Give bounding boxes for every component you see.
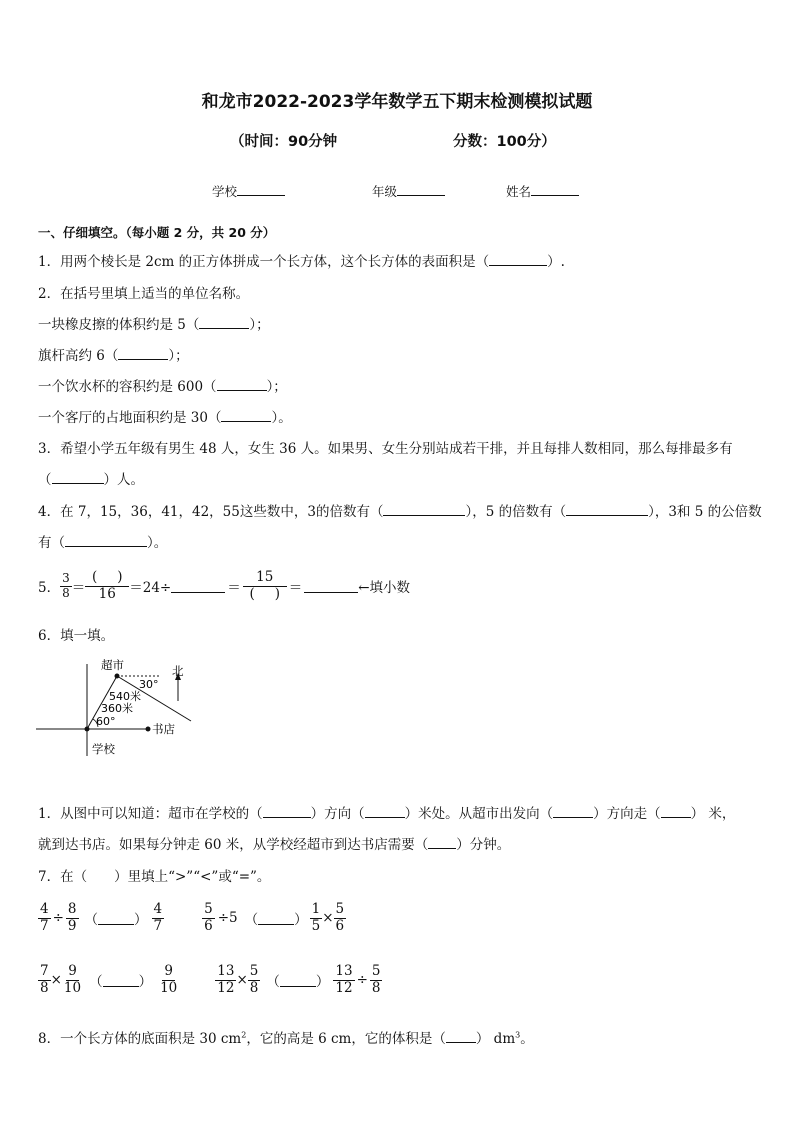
- name-field: 姓名: [506, 182, 579, 200]
- question-2-item: 旗杆高约 6（ ）；: [38, 348, 189, 364]
- distance-540-label: 540米: [109, 690, 141, 703]
- grade-field: 年级: [372, 182, 445, 200]
- angle-60-label: 60°: [96, 715, 116, 728]
- question-3-line2: （ ）人。: [38, 472, 144, 488]
- north-label: 北: [172, 664, 184, 678]
- question-5: 5． $\frac{3}{8}$ ＝ $\frac{( )}{16}$ ＝24÷ ＝ $\frac{15}{( )}$ ＝ ←填小数: [38, 568, 411, 602]
- question-6: 6．填一填。: [38, 628, 115, 644]
- page-title: 和龙市2022-2023学年数学五下期末检测模拟试题: [201, 92, 593, 112]
- question-8: 8．一个长方体的底面积是 30 $cm^2$，它的高是 6 cm，它的体积是（ ） $dm^3$。: [38, 1030, 534, 1047]
- school-field: 学校: [212, 182, 285, 200]
- bookstore-label: 书店: [152, 722, 175, 736]
- question-1: 1．用两个棱长是 2cm 的正方体拼成一个长方体，这个长方体的表面积是（ ）.: [38, 254, 565, 270]
- distance-360-label: 360米: [101, 702, 133, 715]
- question-7-row-2: $\frac{7}{8}$ × $\frac{9}{10}$ （ ） $\frac{9}{10}$ $\frac{13}{12}$ × $\frac{5}{8}$ （ ） $\frac{13}{12}$ ÷ $\frac{5}{8}$: [40, 962, 381, 996]
- question-4-line2: 有（ ）。: [38, 535, 168, 551]
- score-label: 分数：100分）: [453, 134, 556, 150]
- question-7-row-1: $\frac{4}{7}$ ÷ $\frac{8}{9}$ （ ） $\frac{4}{7}$ $\frac{5}{6}$ ÷5 （ ） $\frac{1}{5}$ × $\frac{5}{6}$: [40, 900, 345, 934]
- angle-30-label: 30°: [139, 678, 159, 691]
- question-2-item: 一个客厅的占地面积约是 30（ ）。: [38, 410, 292, 426]
- question-6-1: 1．从图中可以知道：超市在学校的（ ）方向（ ）米处。从超市出发向（ ）方向走（ ） 米，: [38, 806, 736, 822]
- question-7: 7．在（ ）里填上“>”“<”或“=”。: [38, 869, 271, 885]
- question-4: 4．在 7，15，36，41，42，55这些数中，3的倍数有（ ），5 的倍数有（ ），3和 5 的公倍数: [38, 504, 762, 520]
- school-label: 学校: [92, 742, 115, 756]
- supermarket-label: 超市: [101, 658, 124, 672]
- question-3: 3．希望小学五年级有男生 48 人，女生 36 人。如果男、女生分别站成若干排，并且每排人数相同，那么每排最多有: [38, 441, 733, 457]
- question-2-item: 一个饮水杯的容积约是 600（ ）；: [38, 379, 287, 395]
- question-6-1-line2: 就到达书店。如果每分钟走 60 米，从学校经超市到达书店需要（ ）分钟。: [38, 837, 511, 853]
- question-2-item: 一块橡皮擦的体积约是 5（ ）；: [38, 317, 270, 333]
- question-2: 2．在括号里填上适当的单位名称。: [38, 286, 250, 302]
- direction-diagram: [36, 656, 206, 762]
- section-heading: 一、仔细填空。（每小题 2 分，共 20 分）: [38, 225, 276, 240]
- time-label: （时间：90分钟: [230, 134, 338, 150]
- bookstore-point: [146, 727, 151, 732]
